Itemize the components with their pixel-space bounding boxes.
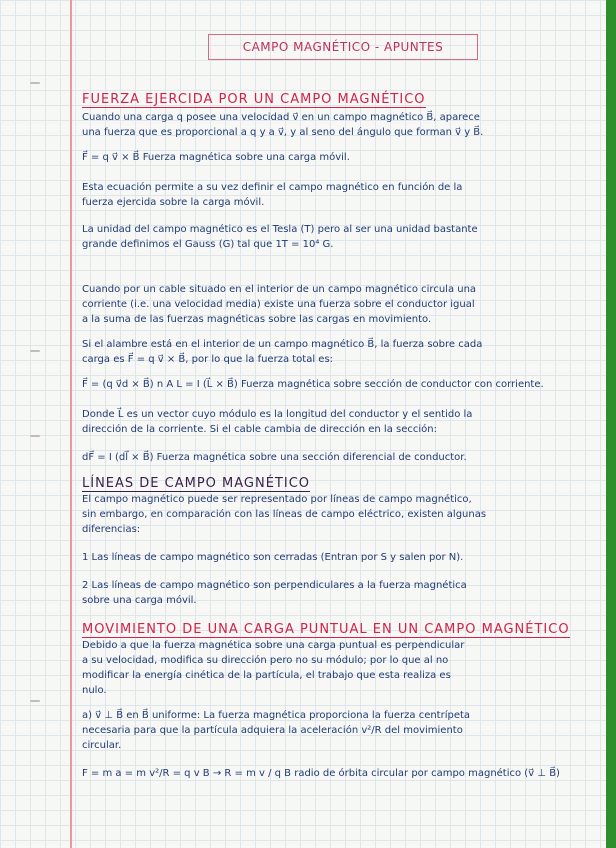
formula-fuerza-diferencial: dF⃗ = I (dl⃗ × B⃗) Fuerza magnética sobre una sección diferencial de conductor. xyxy=(82,452,467,463)
binder-hole xyxy=(30,700,40,702)
paragraph: Cuando por un cable situado en el interior de un campo magnético circula una corriente (i.e. una velocidad media) existe una fuerza sobre el conductor igual a la suma de las fuerzas magnéticas sobre las cargas en movimiento. xyxy=(82,284,477,325)
paragraph: El campo magnético puede ser representado por líneas de campo magnético, sin embargo, en comparación con las líneas de campo eléctrico, existen algunas diferencias: xyxy=(82,494,487,535)
section-heading-movimiento: MOVIMIENTO DE UNA CARGA PUNTUAL EN UN CAMPO MAGNÉTICO xyxy=(82,622,570,637)
paragraph: Si el alambre está en el interior de un campo magnético B⃗, la fuerza sobre cada carga es F⃗ = q v⃗ × B⃗, por lo que la fuerza total es: xyxy=(82,339,483,365)
paragraph: Donde L⃗ es un vector cuyo módulo es la longitud del conductor y el sentido la dirección de la corriente. Si el cable cambia de dirección en la sección: xyxy=(82,409,473,435)
margin-line xyxy=(70,0,72,848)
binder-hole xyxy=(30,350,40,352)
binder-hole xyxy=(30,82,40,84)
section-heading-fuerza: FUERZA EJERCIDA POR UN CAMPO MAGNÉTICO xyxy=(82,92,426,107)
formula-fuerza-carga: F⃗ = q v⃗ × B⃗ Fuerza magnética sobre una carga móvil. xyxy=(82,152,350,163)
list-item: 1 Las líneas de campo magnético son cerradas (Entran por S y salen por N). xyxy=(82,552,464,563)
page-title-text: CAMPO MAGNÉTICO - APUNTES xyxy=(242,40,444,54)
page-title xyxy=(208,34,478,60)
binder-hole xyxy=(30,435,40,437)
paragraph: Cuando una carga q posee una velocidad v⃗ en un campo magnético B⃗, aparece una fuerza que es proporcional a q y a v⃗, y al seno del ángulo que forman v⃗ y B⃗. xyxy=(82,112,484,138)
paragraph: a) v⃗ ⊥ B⃗ en B⃗ uniforme: La fuerza magnética proporciona la fuerza centrípeta necesaria para que la partícula adquiera la aceleración v²/R del movimiento circular. xyxy=(82,710,471,751)
formula-fuerza-conductor: F⃗ = (q v⃗d × B⃗) n A L = I (L⃗ × B⃗) Fuerza magnética sobre sección de conductor con corriente. xyxy=(82,379,544,390)
page-edge xyxy=(606,0,616,848)
paragraph: Debido a que la fuerza magnética sobre una carga puntual es perpendicular a su velocidad, modifica su dirección pero no su módulo; por lo que al no modificar la energía cinética de la partícula, el trabajo que esta realiza es nulo. xyxy=(82,640,465,696)
formula-radio-orbita: F = m a = m v²/R = q v B → R = m v / q B radio de órbita circular por campo magnético (v⃗ ⊥ B⃗) xyxy=(82,768,560,779)
list-item: 2 Las líneas de campo magnético son perpendiculares a la fuerza magnética sobre una carga móvil. xyxy=(82,580,467,606)
section-heading-lineas: LÍNEAS DE CAMPO MAGNÉTICO xyxy=(82,476,311,491)
paragraph: La unidad del campo magnético es el Tesla (T) pero al ser una unidad bastante grande definimos el Gauss (G) tal que 1T = 10⁴ G. xyxy=(82,224,478,250)
paragraph: Esta ecuación permite a su vez definir el campo magnético en función de la fuerza ejercida sobre la carga móvil. xyxy=(82,182,463,208)
